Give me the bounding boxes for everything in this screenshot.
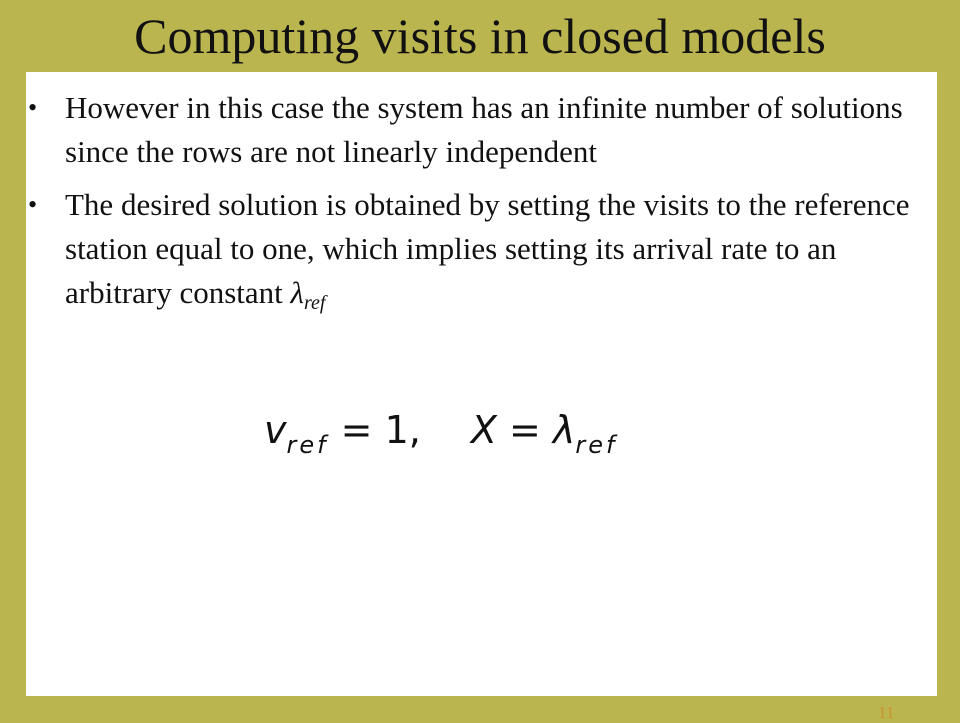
equation-v-subscript: ref bbox=[286, 431, 329, 459]
equation-lambda-var: λ bbox=[552, 408, 576, 452]
lambda-symbol: λ bbox=[290, 275, 304, 310]
bullet-text: The desired solution is obtained by setting the visits to the reference station equal to one, which implies setting its arrival rate to an arbitrary constant bbox=[65, 187, 910, 310]
bullet-item-infinite-solutions bbox=[26, 86, 937, 174]
equation-x-var: X bbox=[470, 408, 497, 452]
bullet-text: However in this case the system has an infinite number of solutions since the rows are not linearly independent bbox=[65, 90, 903, 169]
bullet-marker: • bbox=[28, 190, 38, 219]
slide-title: Computing visits in closed models bbox=[134, 8, 826, 64]
equation bbox=[264, 402, 618, 473]
equation-equals-one: = 1, bbox=[328, 408, 421, 452]
lambda-subscript: ref bbox=[303, 292, 326, 314]
bullet-item-desired-solution bbox=[26, 183, 937, 325]
content-panel bbox=[26, 72, 937, 696]
bullet-marker: • bbox=[28, 93, 38, 122]
bullet-list bbox=[26, 86, 937, 334]
equation-equals: = bbox=[496, 408, 553, 452]
equation-v-var: v bbox=[264, 408, 287, 452]
equation-lambda-subscript: ref bbox=[575, 431, 618, 459]
page-number: 11 bbox=[878, 703, 895, 722]
